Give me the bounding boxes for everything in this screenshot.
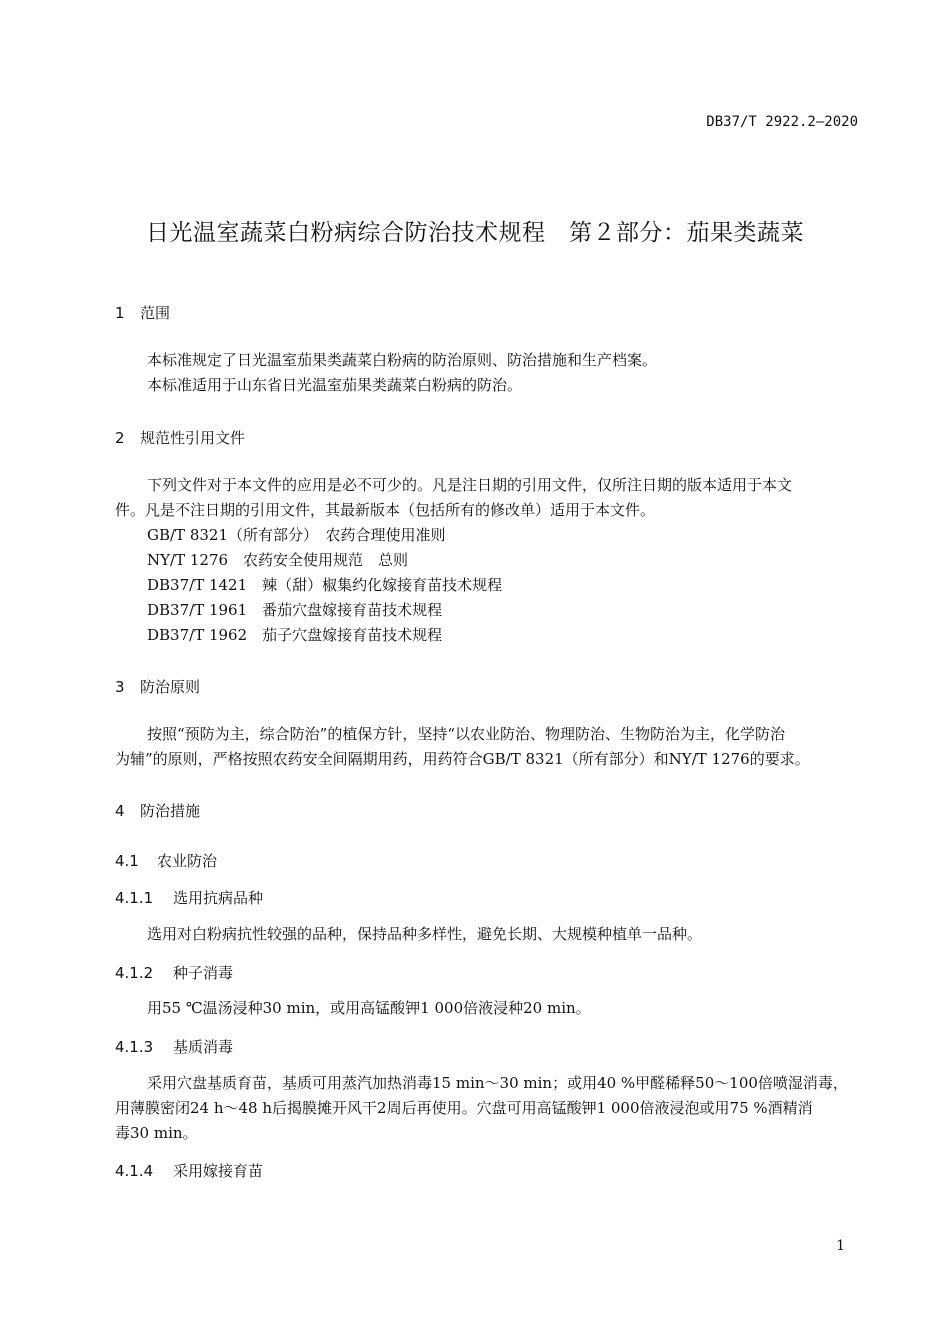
section-2-heading xyxy=(115,427,245,448)
section-title: 防治措施 xyxy=(140,802,201,820)
section-title: 范围 xyxy=(140,304,171,322)
section-number: 4.1.1 xyxy=(115,889,154,907)
paragraph-line: 为辅”的原则，严格按照农药安全间隔期用药，用药符合GB/T 8321（所有部分）和NY/T 1276的要求。 xyxy=(115,750,810,768)
section-number: 2 xyxy=(115,429,125,447)
reference-item: GB/T 8321（所有部分） 农药合理使用准则 xyxy=(147,526,446,544)
section-4-1-1-heading xyxy=(115,887,263,908)
section-title: 规范性引用文件 xyxy=(140,429,246,447)
section-4-1-4-heading xyxy=(115,1160,263,1181)
reference-item: DB37/T 1961 番茄穴盘嫁接育苗技术规程 xyxy=(147,601,443,619)
paragraph-line: 采用穴盘基质育苗，基质可用蒸汽加热消毒15 min～30 min；或用40 %甲醛稀释50～100倍喷湿消毒， xyxy=(147,1074,848,1092)
paragraph-line: 用薄膜密闭24 h～48 h后揭膜摊开风干2周后再使用。穴盘可用高锰酸钾1 000倍液浸泡或用75 %酒精消 xyxy=(115,1099,813,1117)
section-number: 4.1.3 xyxy=(115,1038,154,1056)
section-4-1-3-heading xyxy=(115,1036,233,1057)
paragraph-line: 下列文件对于本文件的应用是必不可少的。凡是注日期的引用文件，仅所注日期的版本适用于本文 xyxy=(147,476,793,494)
page-number: 1 xyxy=(836,1238,845,1254)
paragraph-line: 毒30 min。 xyxy=(115,1124,198,1142)
section-title: 防治原则 xyxy=(140,678,201,696)
section-title: 采用嫁接育苗 xyxy=(173,1162,264,1180)
section-4-1-2-heading xyxy=(115,962,233,983)
section-3-heading xyxy=(115,676,200,697)
paragraph-line: 按照“预防为主，综合防治”的植保方针，坚持“以农业防治、物理防治、生物防治为主，化学防治 xyxy=(147,725,786,743)
paragraph: 本标准规定了日光温室茄果类蔬菜白粉病的防治原则、防治措施和生产档案。 xyxy=(147,351,658,369)
section-number: 4.1.2 xyxy=(115,964,154,982)
paragraph: 本标准适用于山东省日光温室茄果类蔬菜白粉病的防治。 xyxy=(147,376,523,394)
section-number: 4 xyxy=(115,802,125,820)
section-title: 基质消毒 xyxy=(173,1038,234,1056)
paragraph-line: 件。凡是不注日期的引用文件，其最新版本（包括所有的修改单）适用于本文件。 xyxy=(115,501,656,519)
section-title: 种子消毒 xyxy=(173,964,234,982)
section-title: 选用抗病品种 xyxy=(173,889,264,907)
section-number: 3 xyxy=(115,678,125,696)
section-title: 农业防治 xyxy=(157,852,218,870)
document-number: DB37/T 2922.2—2020 xyxy=(706,114,858,130)
section-4-1-heading xyxy=(115,850,217,871)
paragraph: 用55 ℃温汤浸种30 min，或用高锰酸钾1 000倍液浸种20 min。 xyxy=(147,999,591,1017)
section-1-heading xyxy=(115,302,170,323)
paragraph: 选用对白粉病抗性较强的品种，保持品种多样性，避免长期、大规模种植单一品种。 xyxy=(147,925,703,943)
section-number: 1 xyxy=(115,304,125,322)
page-title: 日光温室蔬菜白粉病综合防治技术规程 第２部分：茄果类蔬菜 xyxy=(146,220,804,246)
reference-item: DB37/T 1962 茄子穴盘嫁接育苗技术规程 xyxy=(147,626,443,644)
reference-item: NY/T 1276 农药安全使用规范 总则 xyxy=(147,551,409,569)
section-4-heading xyxy=(115,800,200,821)
section-number: 4.1 xyxy=(115,852,139,870)
reference-item: DB37/T 1421 辣（甜）椒集约化嫁接育苗技术规程 xyxy=(147,576,503,594)
section-number: 4.1.4 xyxy=(115,1162,154,1180)
